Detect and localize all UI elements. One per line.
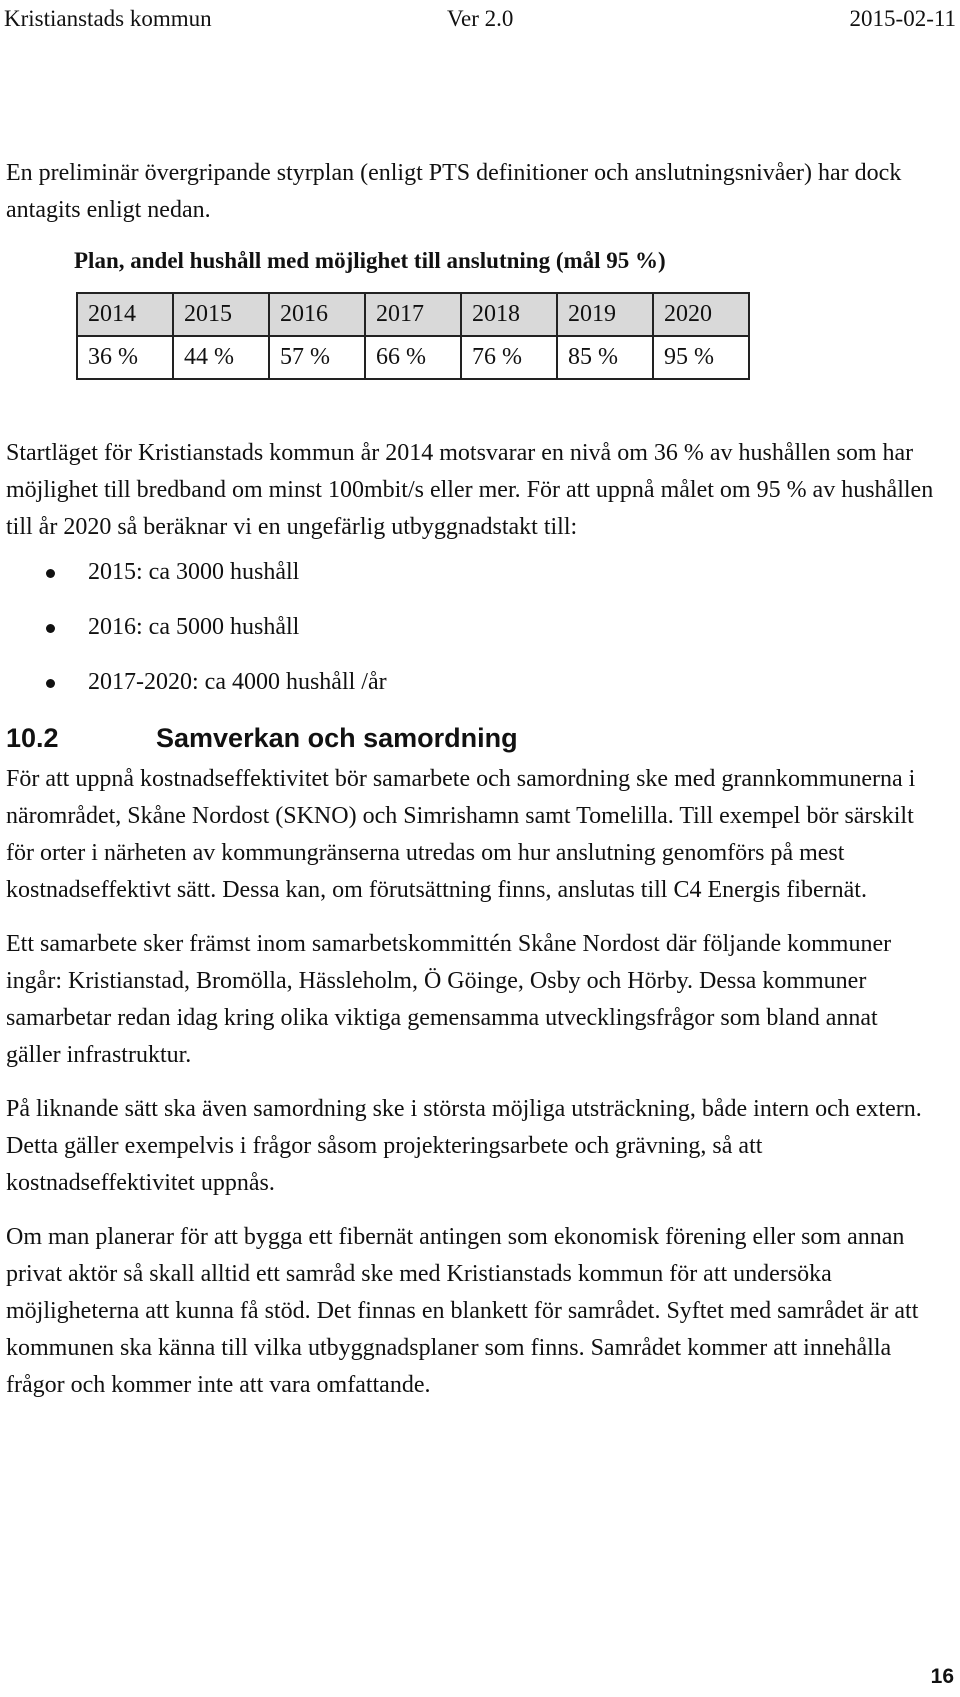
list-item <box>6 664 936 701</box>
header-organization: Kristianstads kommun <box>4 6 212 31</box>
intro-paragraph: En preliminär övergripande styrplan (enligt PTS definitioner och anslutningsnivåer) har dock antagits enligt nedan. <box>6 160 902 223</box>
body-paragraph: För att uppnå kostnadseffektivitet bör samarbete och samordning ske med grannkommunerna i närområdet, Skåne Nordost (SKNO) och Simrishamn samt Tomelilla. Till exempel bör särskilt för orter i närheten av kommungränserna utredas om hur anslutning genomförs på mest kostnadseffektivt sätt. Dessa kan, om förutsättning finns, anslutas till C4 Energis fibernät. <box>6 766 916 903</box>
bullet-icon <box>46 679 55 688</box>
table-cell: 85 % <box>557 336 653 379</box>
table-cell: 44 % <box>173 336 269 379</box>
table-cell: 66 % <box>365 336 461 379</box>
table-header-cell: 2014 <box>77 293 173 336</box>
section-title: Samverkan och samordning <box>156 723 518 753</box>
table-cell: 76 % <box>461 336 557 379</box>
table-header-cell: 2018 <box>461 293 557 336</box>
document-body <box>6 155 936 1421</box>
list-item-text: 2016: ca 5000 hushåll <box>88 614 300 640</box>
list-item <box>6 554 936 591</box>
table-header-cell: 2019 <box>557 293 653 336</box>
table-header-row <box>77 293 749 336</box>
list-item-text: 2015: ca 3000 hushåll <box>88 559 300 585</box>
body-paragraph: Ett samarbete sker främst inom samarbetskommittén Skåne Nordost där följande kommuner ingår: Kristianstad, Bromölla, Hässleholm, Ö Göinge, Osby och Hörby. Dessa kommuner samarbetar redan idag kring olika viktiga gemensamma utvecklingsfrågor som bland annat gäller infrastruktur. <box>6 931 892 1068</box>
bullet-icon <box>46 569 55 578</box>
section-heading <box>6 719 936 757</box>
table-cell: 36 % <box>77 336 173 379</box>
body-paragraph: På liknande sätt ska även samordning ske i största möjliga utsträckning, både intern och extern. Detta gäller exempelvis i frågor såsom projekteringsarbete och grävning, så att kostnadseffektivitet uppnås. <box>6 1096 922 1196</box>
table-cell: 95 % <box>653 336 749 379</box>
list-item-text: 2017-2020: ca 4000 hushåll /år <box>88 669 387 695</box>
bullet-icon <box>46 624 55 633</box>
table-header-cell: 2017 <box>365 293 461 336</box>
section-number: 10.2 <box>6 723 59 753</box>
table-header-cell: 2020 <box>653 293 749 336</box>
table-title: Plan, andel hushåll med möjlighet till anslutning (mål 95 %) <box>74 248 666 273</box>
table-header-cell: 2015 <box>173 293 269 336</box>
table-cell: 57 % <box>269 336 365 379</box>
status-paragraph: Startläget för Kristianstads kommun år 2014 motsvarar en nivå om 36 % av hushållen som har möjlighet till bredband om minst 100mbit/s eller mer. För att uppnå målet om 95 % av hushållen till år 2020 så beräknar vi en ungefärlig utbyggnadstakt till: <box>6 440 934 540</box>
header-version: Ver 2.0 <box>447 6 514 31</box>
bullet-list <box>6 554 936 701</box>
body-paragraph: Om man planerar för att bygga ett fibernät antingen som ekonomisk förening eller som annan privat aktör så skall alltid ett samråd ske med Kristianstads kommun för att undersöka möjligheterna att kunna få stöd. Det finnas en blankett för samrådet. Syftet med samrådet är att kommunen ska känna till vilka utbyggnadsplaner som finns. Samrådet kommer att innehålla frågor och kommer inte att vara omfattande. <box>6 1224 919 1398</box>
table-header-cell: 2016 <box>269 293 365 336</box>
page-number: 16 <box>930 1665 954 1688</box>
plan-table <box>76 292 750 380</box>
page-header <box>4 4 956 34</box>
list-item <box>6 609 936 646</box>
table-row <box>77 336 749 379</box>
header-date: 2015-02-11 <box>849 6 956 31</box>
